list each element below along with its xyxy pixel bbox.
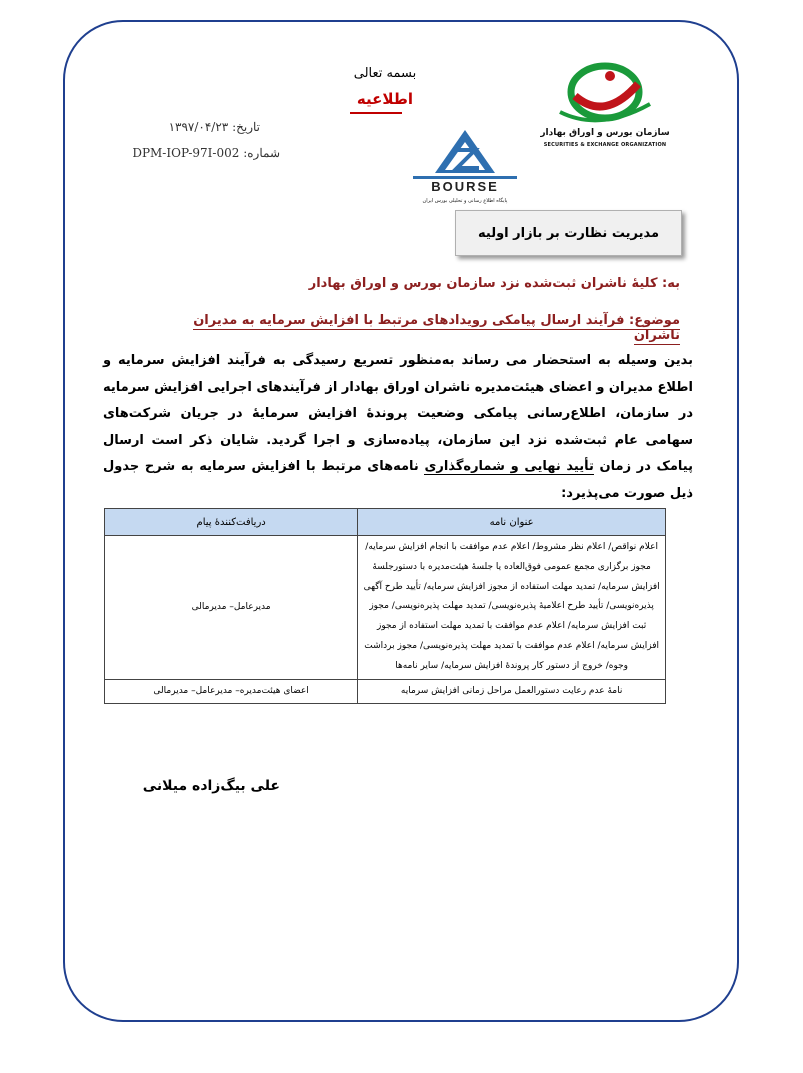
seo-logo-english-text: SECURITIES & EXCHANGE ORGANIZATION (543, 142, 667, 148)
bourse-logo-icon (405, 128, 525, 208)
table-row (105, 536, 666, 680)
seo-logo-text: سازمان بورس و اوراق بهادار (540, 128, 670, 138)
notice-underline (350, 112, 402, 114)
date-line (110, 120, 260, 134)
table-header-title: عنوان نامه (358, 509, 666, 536)
date-value: ۱۳۹۷/۰۴/۲۳ (168, 120, 229, 134)
table-cell-title: اعلام نواقص/ اعلام نظر مشروط/ اعلام عدم موافقت با انجام افزایش سرمایه/ مجوز برگزاری مجمع عمومی فوق‌العاده یا جلسهٔ هیئت‌مدیره با دستورجلسهٔ افزایش سرمایه/ تمدید مهلت استفاده از مجوز افزایش سرمایه/ تأیید طرح آگهی پذیره‌نویسی/ تأیید طرح اعلامیهٔ پذیره‌نویسی/ تمدید مهلت پذیره‌نویسی/ مجوز ثبت افزایش سرمایه/ اعلام عدم موافقت با تمدید مهلت استفاده از مجوز افزایش سرمایه/ اعلام عدم موافقت با تمدید مهلت پذیره‌نویسی/ مجوز برداشت وجوه/ خروج از دستور کار پروندهٔ افزایش سرمایه/ سایر نامه‌ها (358, 536, 666, 680)
table-cell-recipient: اعضای هیئت‌مدیره– مدیرعامل– مدیرمالی (105, 679, 358, 704)
body-part-1: بدین وسیله به استحضار می رساند به‌منظور تسریع رسیدگی به فرآیند افزایش سرمایه و اطلاع مدیران و اعضای هیئت‌مدیره ناشران اوراق بهادار از فرآیندهای اجرایی افزایش سرمایه در سازمان، اطلاع‌رسانی پیامکی وضعیت پروندهٔ افزایش سرمایهٔ در جریان شرکت‌های سهامی عام ثبت‌شده نزد این سازمان، پیاده‌سازی و اجرا گردید. شایان ذکر است ارسال پیامک در زمان (103, 353, 693, 474)
letters-table (104, 508, 666, 704)
bourse-logo-name: BOURSE (431, 179, 499, 194)
subject-line (160, 313, 680, 343)
bismillah: بسمه تعالی (353, 66, 417, 81)
subject-text: موضوع: فرآیند ارسال پیامکی رویدادهای مرتبط با افزایش سرمایه به مدیران ناشران (193, 313, 680, 343)
table-cell-title: نامهٔ عدم رعایت دستورالعمل مراحل زمانی افزایش سرمایه (358, 679, 666, 704)
table-header-row (105, 509, 666, 536)
table-row (105, 679, 666, 704)
department-box: مدیریت نظارت بر بازار اولیه (455, 210, 682, 256)
date-label: تاریخ: (232, 120, 260, 134)
table-cell-recipient: مدیرعامل– مدیرمالی (105, 536, 358, 680)
table-header-recipient: دریافت‌کنندهٔ پیام (105, 509, 358, 536)
bourse-logo-caption: پایگاه اطلاع رسانی و تحلیلی بورس ایران (422, 198, 508, 204)
body-part-2: نامه‌های مرتبط با افزایش سرمایه به شرح جدول ذیل صورت می‌پذیرد: (103, 459, 693, 501)
body-underlined: تأیید نهایی و شماره‌گذاری (424, 459, 594, 474)
notice-title: اطلاعیه (356, 90, 414, 108)
letter-number-line (90, 146, 280, 160)
signer-name: علی بیگ‌زاده میلانی (142, 778, 280, 794)
body-paragraph (103, 348, 693, 507)
number-label: شماره: (243, 146, 280, 160)
number-value: DPM-IOP-97I-002 (132, 146, 240, 160)
recipient-line: به: کلیهٔ ناشران ثبت‌شده نزد سازمان بورس و اوراق بهادار (308, 276, 680, 291)
